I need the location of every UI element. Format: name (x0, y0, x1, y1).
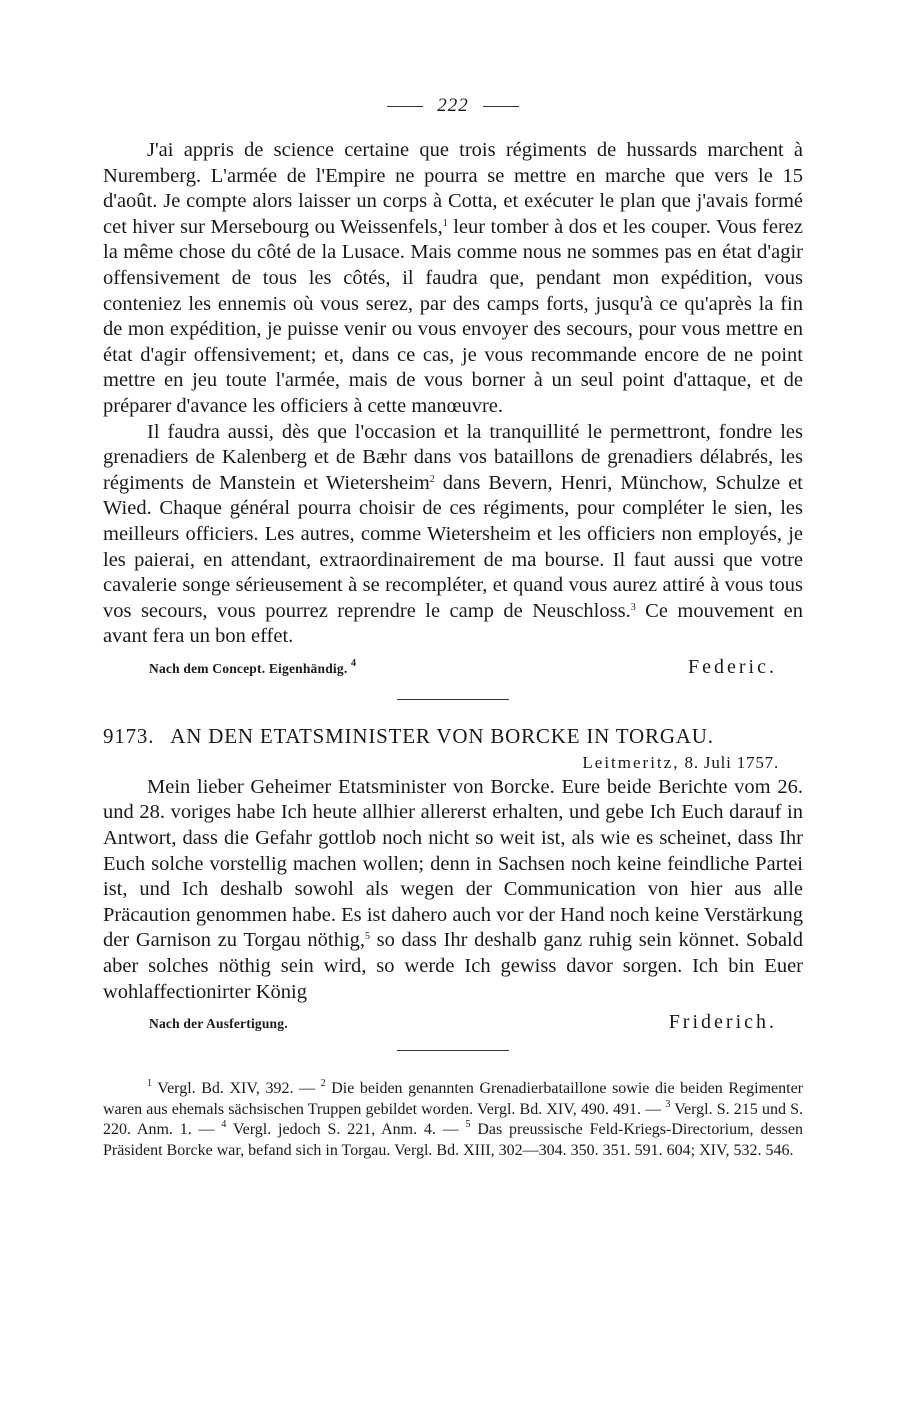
source-note (149, 657, 357, 677)
footnote-3: Vergl. S. 215 und S. 220. Anm. 1. — (103, 1100, 803, 1139)
section-divider (397, 699, 509, 700)
footnote-3-mark: 3 (665, 1098, 671, 1110)
page-header (103, 92, 803, 120)
german-letter-closing (103, 1011, 803, 1034)
footnote-4-mark: 4 (221, 1119, 227, 1131)
page-number: 222 (437, 95, 469, 116)
footnote-divider (397, 1050, 509, 1051)
french-paragraph-2 (103, 420, 803, 650)
footnote-1-mark: 1 (147, 1078, 152, 1090)
french-letter-closing (103, 656, 803, 679)
german-letter-text-b: so dass Ihr deshalb ganz ruhig sein könnet. Sobald aber solches nöthig sein wird, so werde Ich gewiss davor sorgen. Ich bin Euer wohlaffectionirter König (103, 929, 803, 1003)
french-paragraph-1-text-b: leur tomber à dos et les couper. Vous ferez la même chose du côté de la Lusace. Mais comme nous ne sommes pas en état d'agir offensivement de tous les côtés, il faudra que, pendant mon expédition, vous conteniez les ennemis où vous serez, par des camps forts, jusqu'à ce qu'après la fin de mon expédition, je puisse venir ou vous envoyer des secours, pour vous mettre en état d'agir offensivement; et, dans ce cas, je vous recommande encore de ne point mettre en jeu toute l'armée, mais de vous borner à un seul point d'attaque, et de préparer d'avance les officiers à cette manœuvre. (103, 215, 803, 417)
footnotes (103, 1079, 803, 1161)
french-paragraph-1 (103, 138, 803, 420)
header-dash-left (387, 106, 423, 107)
dateline-place: Leitmeritz, (582, 752, 680, 772)
footnote-4: Vergl. jedoch S. 221, Anm. 4. — (226, 1121, 466, 1139)
dateline (103, 753, 803, 773)
footnote-2: Die beiden genannten Grenadierbataillone sowie die beiden Regimenter waren aus ehemals sächsischen Truppen gebildet worden. Vergl. Bd. XIV, 490. 491. — (103, 1080, 803, 1118)
letter-heading (103, 724, 803, 749)
footnote-ref-2: 2 (429, 473, 435, 485)
german-letter-body (103, 775, 803, 1005)
french-paragraph-2-text-b: dans Bevern, Henri, Münchow, Schulze et Wied. Chaque général pourra choisir de ces régiments, pour compléter le sien, les meilleurs officiers. Les autres, comme Wietersheim et les officiers non employés, je les paierai, en attendant, extraordinairement de ma bourse. Il faut aussi que votre cavalerie songe sérieusement à se recompléter, et quand vous aurez attiré à vous tous vos secours, vous pourrez reprendre le camp de Neuschloss. (103, 471, 803, 622)
french-paragraph-2-text-a: Il faudra aussi, dès que l'occasion et la tranquillité le permettront, fondre les grenadiers de Kalenberg et de Bæhr dans vos bataillons de grenadiers délabrés, les régiments de Manstein et Wietersheim (103, 420, 803, 494)
footnote-2-mark: 2 (320, 1078, 326, 1090)
footnote-ref-5: 5 (364, 931, 370, 943)
signature-friderich: Friderich. (668, 1011, 777, 1034)
document-page (103, 92, 803, 1162)
footnote-5-mark: 5 (465, 1119, 471, 1131)
footnote-ref-4: 4 (350, 657, 357, 669)
footnote-ref-1: 1 (442, 217, 448, 229)
header-dash-right (483, 106, 519, 107)
letter-number: 9173. (103, 723, 155, 748)
source-note-text: Nach dem Concept. Eigenhändig. (149, 660, 348, 676)
french-paragraph-2-text-c: Ce mouvement en avant fera un bon effet. (103, 599, 804, 648)
footnote-ref-3: 3 (630, 601, 636, 613)
footnote-5: Das preussische Feld-Kriegs-Directorium, dessen Präsident Borcke war, befand sich in Torgau. Vergl. Bd. XIII, 302—304. 350. 351. 591. 604; XIV, 532. 546. (103, 1121, 803, 1159)
signature-federic: Federic. (688, 655, 777, 678)
french-paragraph-1-text: J'ai appris de science certaine que trois régiments de hussards marchent à Nuremberg. L'armée de l'Empire ne pourra se mettre en marche que vers le 15 d'août. Je compte alors laisser un corps à Cotta, et exécuter le plan que j'avais formé cet hiver sur Mersebourg ou Weissenfels, (103, 139, 803, 238)
source-note-ausfertigung: Nach der Ausfertigung. (149, 1016, 288, 1032)
dateline-date: 8. Juli 1757. (684, 752, 779, 772)
footnote-1: Vergl. Bd. XIV, 392. — (152, 1080, 321, 1098)
letter-title: AN DEN ETATSMINISTER VON BORCKE IN TORGAU. (170, 723, 714, 748)
footnote-block (103, 1079, 803, 1161)
german-letter-text-a: Mein lieber Geheimer Etatsminister von Borcke. Eure beide Berichte vom 26. und 28. voriges habe Ich heute allhier allererst erhalten, und gebe Ich Euch darauf in Antwort, dass die Gefahr gottlob noch nicht so weit ist, als wie es scheinet, dass Ihr Euch solche vorstellig machen wollen; denn in Sachsen noch keine feindliche Partei ist, und Ich deshalb sowohl als wegen der Communication von hier aus alle Präcaution genommen habe. Es ist dahero auch vor der Hand noch keine Verstärkung der Garnison zu Torgau nöthig, (103, 775, 803, 952)
